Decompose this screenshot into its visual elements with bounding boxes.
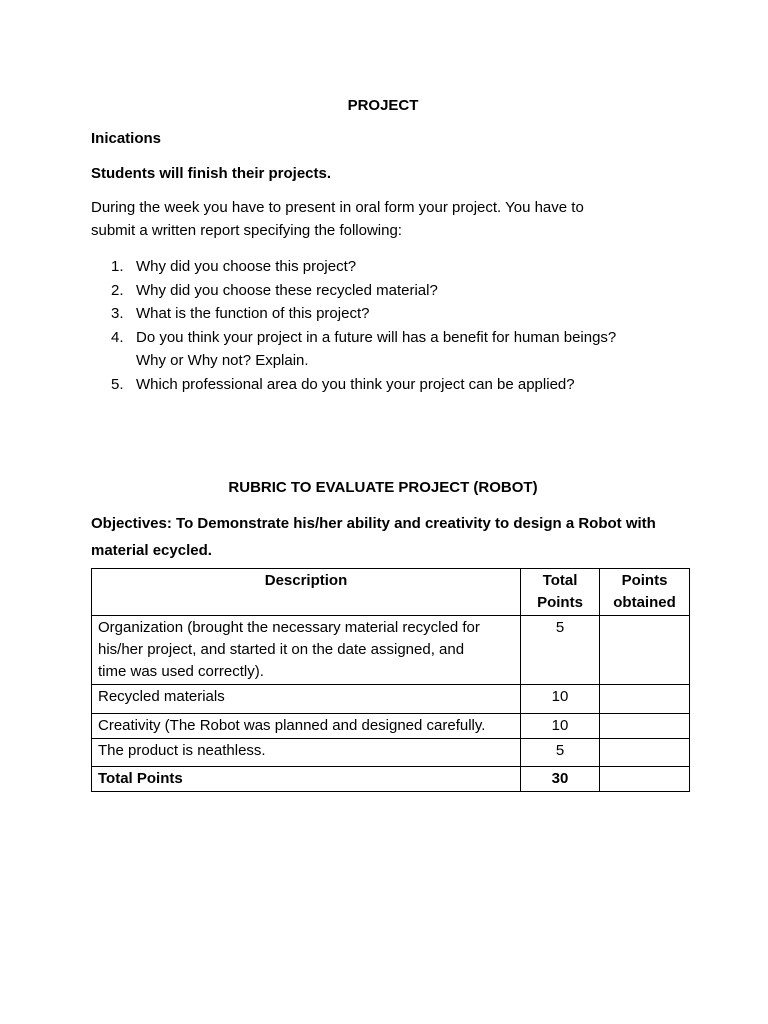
header-total-points [521, 569, 600, 616]
list-item-text: What is the function of this project? [136, 305, 370, 322]
objectives-paragraph [91, 510, 689, 564]
list-item-text: Why did you choose this project? [136, 258, 357, 275]
table-header-row [92, 569, 690, 616]
document-title: PROJECT [347, 97, 419, 114]
total-points-value: 30 [521, 767, 600, 792]
header-total-points-line-1: Total [542, 572, 578, 589]
list-number: 4. [111, 328, 124, 346]
row-total-points: 10 [521, 685, 600, 714]
intro-line-1: During the week you have to present in oral form your project. You have to [91, 199, 584, 216]
list-item [91, 302, 691, 326]
objectives-line-1: Objectives: To Demonstrate his/her ability and creativity to design a Robot with [91, 515, 656, 532]
row-points-obtained[interactable] [600, 685, 690, 714]
row-description-line: Organization (brought the necessary material recycled for [98, 619, 480, 636]
row-description: The product is neathless. [92, 739, 521, 767]
list-item-text: Do you think your project in a future will has a benefit for human beings? [136, 328, 617, 346]
table-row [92, 739, 690, 767]
list-number: 2. [111, 281, 124, 299]
row-total-points: 5 [521, 616, 600, 685]
row-description-line: time was used correctly). [98, 663, 264, 680]
table-total-row [92, 767, 690, 792]
rubric-title: RUBRIC TO EVALUATE PROJECT (ROBOT) [228, 479, 538, 496]
list-item [91, 279, 691, 303]
header-points-obtained-line-2: obtained [613, 594, 676, 611]
list-item-text: Why did you choose these recycled material? [136, 281, 438, 299]
header-description: Description [92, 569, 521, 616]
header-total-points-line-2: Points [537, 594, 583, 611]
list-number: 3. [111, 305, 124, 322]
list-item [91, 373, 691, 397]
header-points-obtained-line-1: Points [621, 572, 668, 589]
row-description-line: his/her project, and started it on the date assigned, and [98, 641, 465, 658]
objectives-line-2: material ecycled. [91, 542, 212, 559]
row-total-points: 5 [521, 739, 600, 767]
intro-line-2: submit a written report specifying the following: [91, 222, 402, 239]
list-item [91, 326, 691, 373]
list-item [91, 255, 691, 279]
list-item-text: Which professional area do you think your project can be applied? [136, 375, 575, 393]
header-points-obtained [600, 569, 690, 616]
students-statement: Students will finish their projects. [91, 165, 332, 182]
row-points-obtained[interactable] [600, 739, 690, 767]
indications-heading: Inications [91, 130, 162, 147]
rubric-table [91, 568, 690, 792]
total-label: Total Points [92, 767, 521, 792]
question-list [91, 255, 691, 396]
table-row [92, 685, 690, 714]
row-total-points: 10 [521, 714, 600, 739]
row-points-obtained[interactable] [600, 714, 690, 739]
table-row [92, 616, 690, 685]
intro-paragraph [91, 197, 651, 242]
row-description [92, 616, 521, 685]
total-points-obtained[interactable] [600, 767, 690, 792]
row-description: Recycled materials [92, 685, 521, 714]
list-item-text-continued: Why or Why not? Explain. [136, 352, 309, 369]
table-row [92, 714, 690, 739]
list-number: 5. [111, 375, 124, 393]
list-number: 1. [111, 258, 124, 275]
row-points-obtained[interactable] [600, 616, 690, 685]
row-description: Creativity (The Robot was planned and designed carefully. [92, 714, 521, 739]
